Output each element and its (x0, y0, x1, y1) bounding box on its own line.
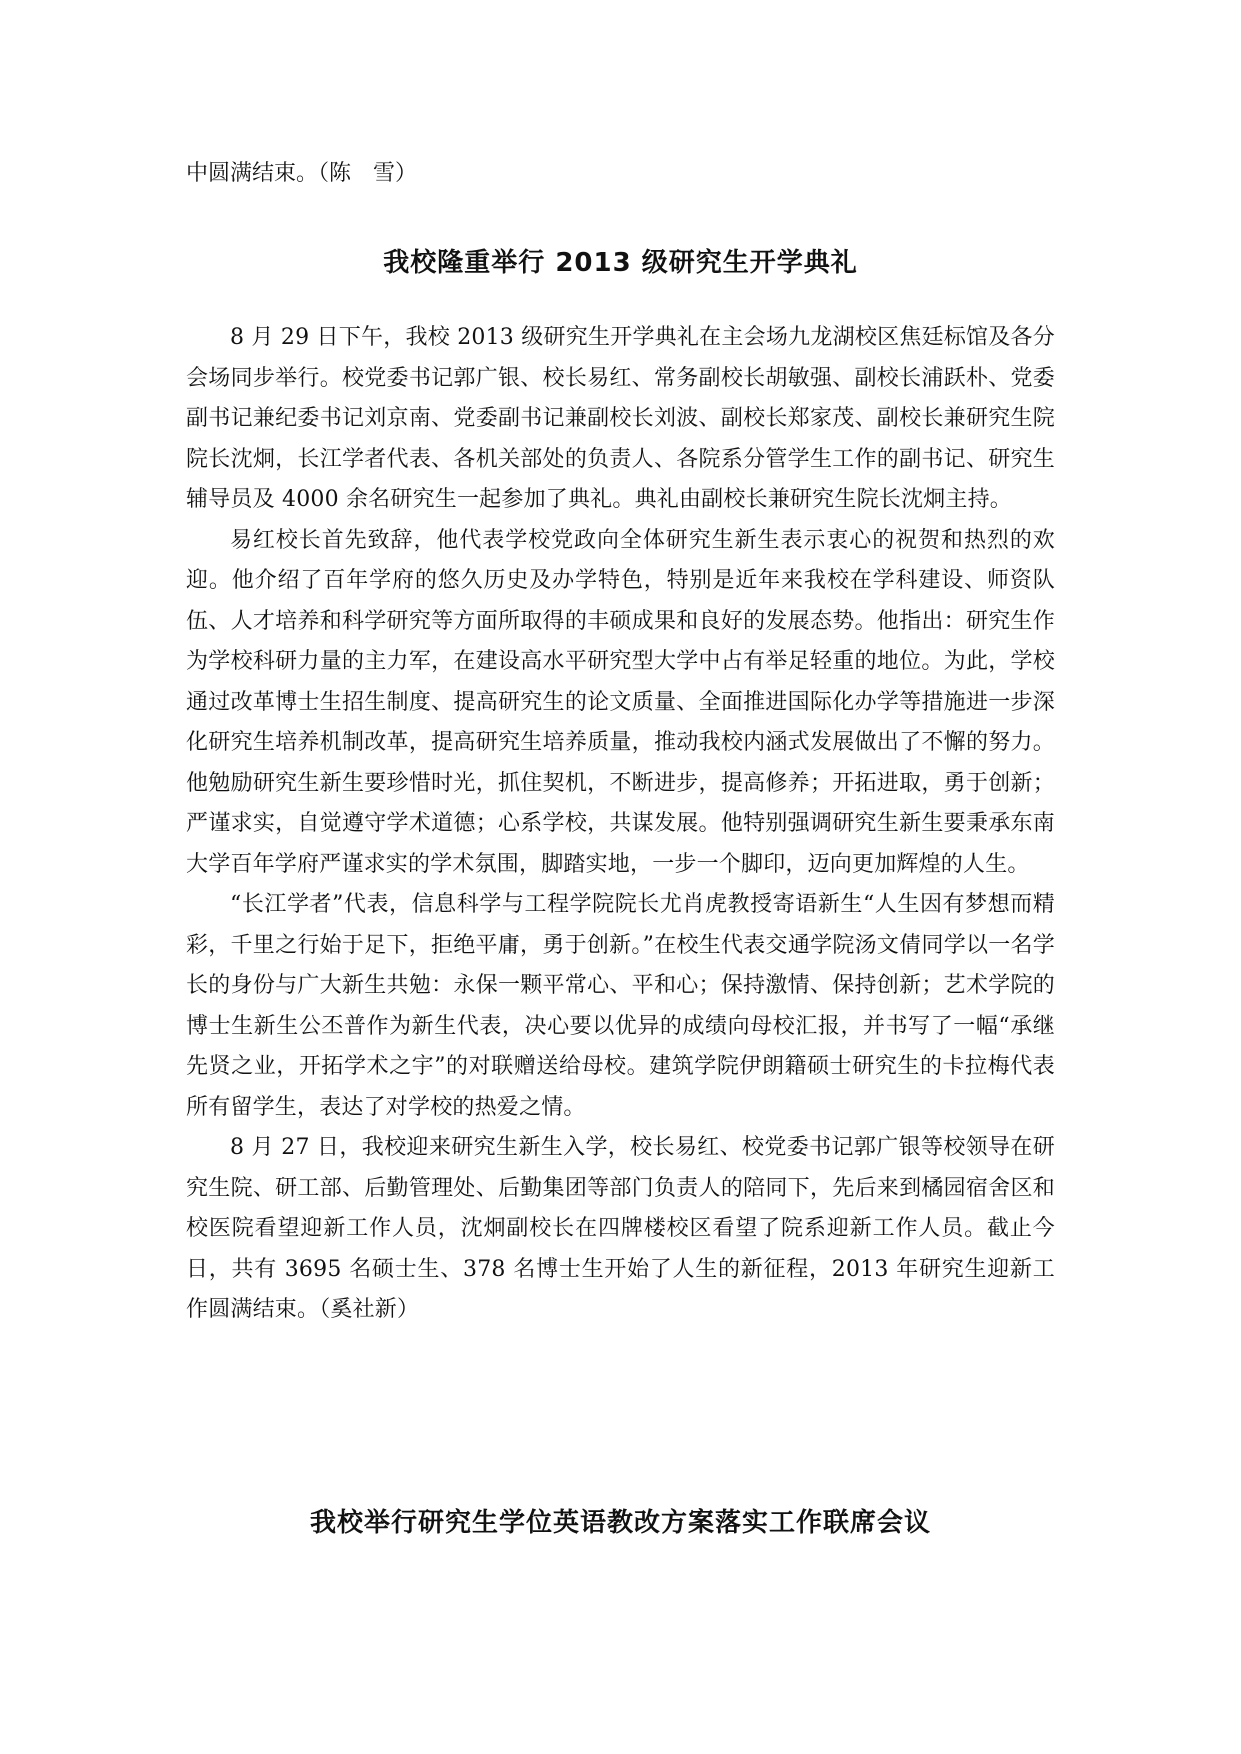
paragraph-representatives: “长江学者”代表，信息科学与工程学院院长尤肖虎教授寄语新生“人生因有梦想而精彩，千里之行始于足下，拒绝平庸，勇于创新。”在校生代表交通学院汤文倩同学以一名学长的身份与广大新生共勉：永保一颗平常心、平和心；保持激情、保持创新；艺术学院的博士生新生公丕普作为新生代表，决心要以优异的成绩向母校汇报，并书写了一幅“承继先贤之业，开拓学术之宇”的对联赠送给母校。建筑学院伊朗籍硕士研究生的卡拉梅代表所有留学生，表达了对学校的热爱之情。 (186, 892, 1055, 1120)
paragraph-ceremony-overview: 8 月 29 日下午，我校 2013 级研究生开学典礼在主会场九龙湖校区焦廷标馆及各分会场同步举行。校党委书记郭广银、校长易红、常务副校长胡敏强、副校长浦跃朴、党委副书记兼纪委书记刘京南、党委副书记兼副校长刘波、副校长郑家茂、副校长兼研究生院院长沈炯，长江学者代表、各机关部处的负责人、各院系分管学生工作的副书记、研究生辅导员及 4000 余名研究生一起参加了典礼。典礼由副校长兼研究生院长沈炯主持。 (186, 325, 1055, 512)
article-title-english-reform-meeting: 我校举行研究生学位英语教改方案落实工作联席会议 (309, 1508, 931, 1538)
paragraph-enrollment: 8 月 27 日，我校迎来研究生新生入学，校长易红、校党委书记郭广银等校领导在研究生院、研工部、后勤管理处、后勤集团等部门负责人的陪同下，先后来到橘园宿舍区和校医院看望迎新工作人员，沈炯副校长在四牌楼校区看望了院系迎新工作人员。截止今日，共有 3695 名硕士生、378 名博士生开始了人生的新征程，2013 年研究生迎新工作圆满结束。（奚社新） (186, 1135, 1055, 1322)
previous-article-ending: 中圆满结束。（陈 雪） (186, 161, 418, 186)
paragraph-president-speech: 易红校长首先致辞，他代表学校党政向全体研究生新生表示衷心的祝贺和热烈的欢迎。他介绍了百年学府的悠久历史及办学特色，特别是近年来我校在学科建设、师资队伍、人才培养和科学研究等方面所取得的丰硕成果和良好的发展态势。他指出：研究生作为学校科研力量的主力军，在建设高水平研究型大学中占有举足轻重的地位。为此，学校通过改革博士生招生制度、提高研究生的论文质量、全面推进国际化办学等措施进一步深化研究生培养机制改革，提高研究生培养质量，推动我校内涵式发展做出了不懈的努力。他勉励研究生新生要珍惜时光，抓住契机，不断进步，提高修养；开拓进取，勇于创新；严谨求实，自觉遵守学术道德；心系学校，共谋发展。他特别强调研究生新生要秉承东南大学百年学府严谨求实的学术氛围，脚踏实地，一步一个脚印，迈向更加辉煌的人生。 (186, 527, 1055, 877)
article-body (186, 318, 1055, 1331)
article-title-opening-ceremony: 我校隆重举行 2013 级研究生开学典礼 (383, 248, 858, 278)
